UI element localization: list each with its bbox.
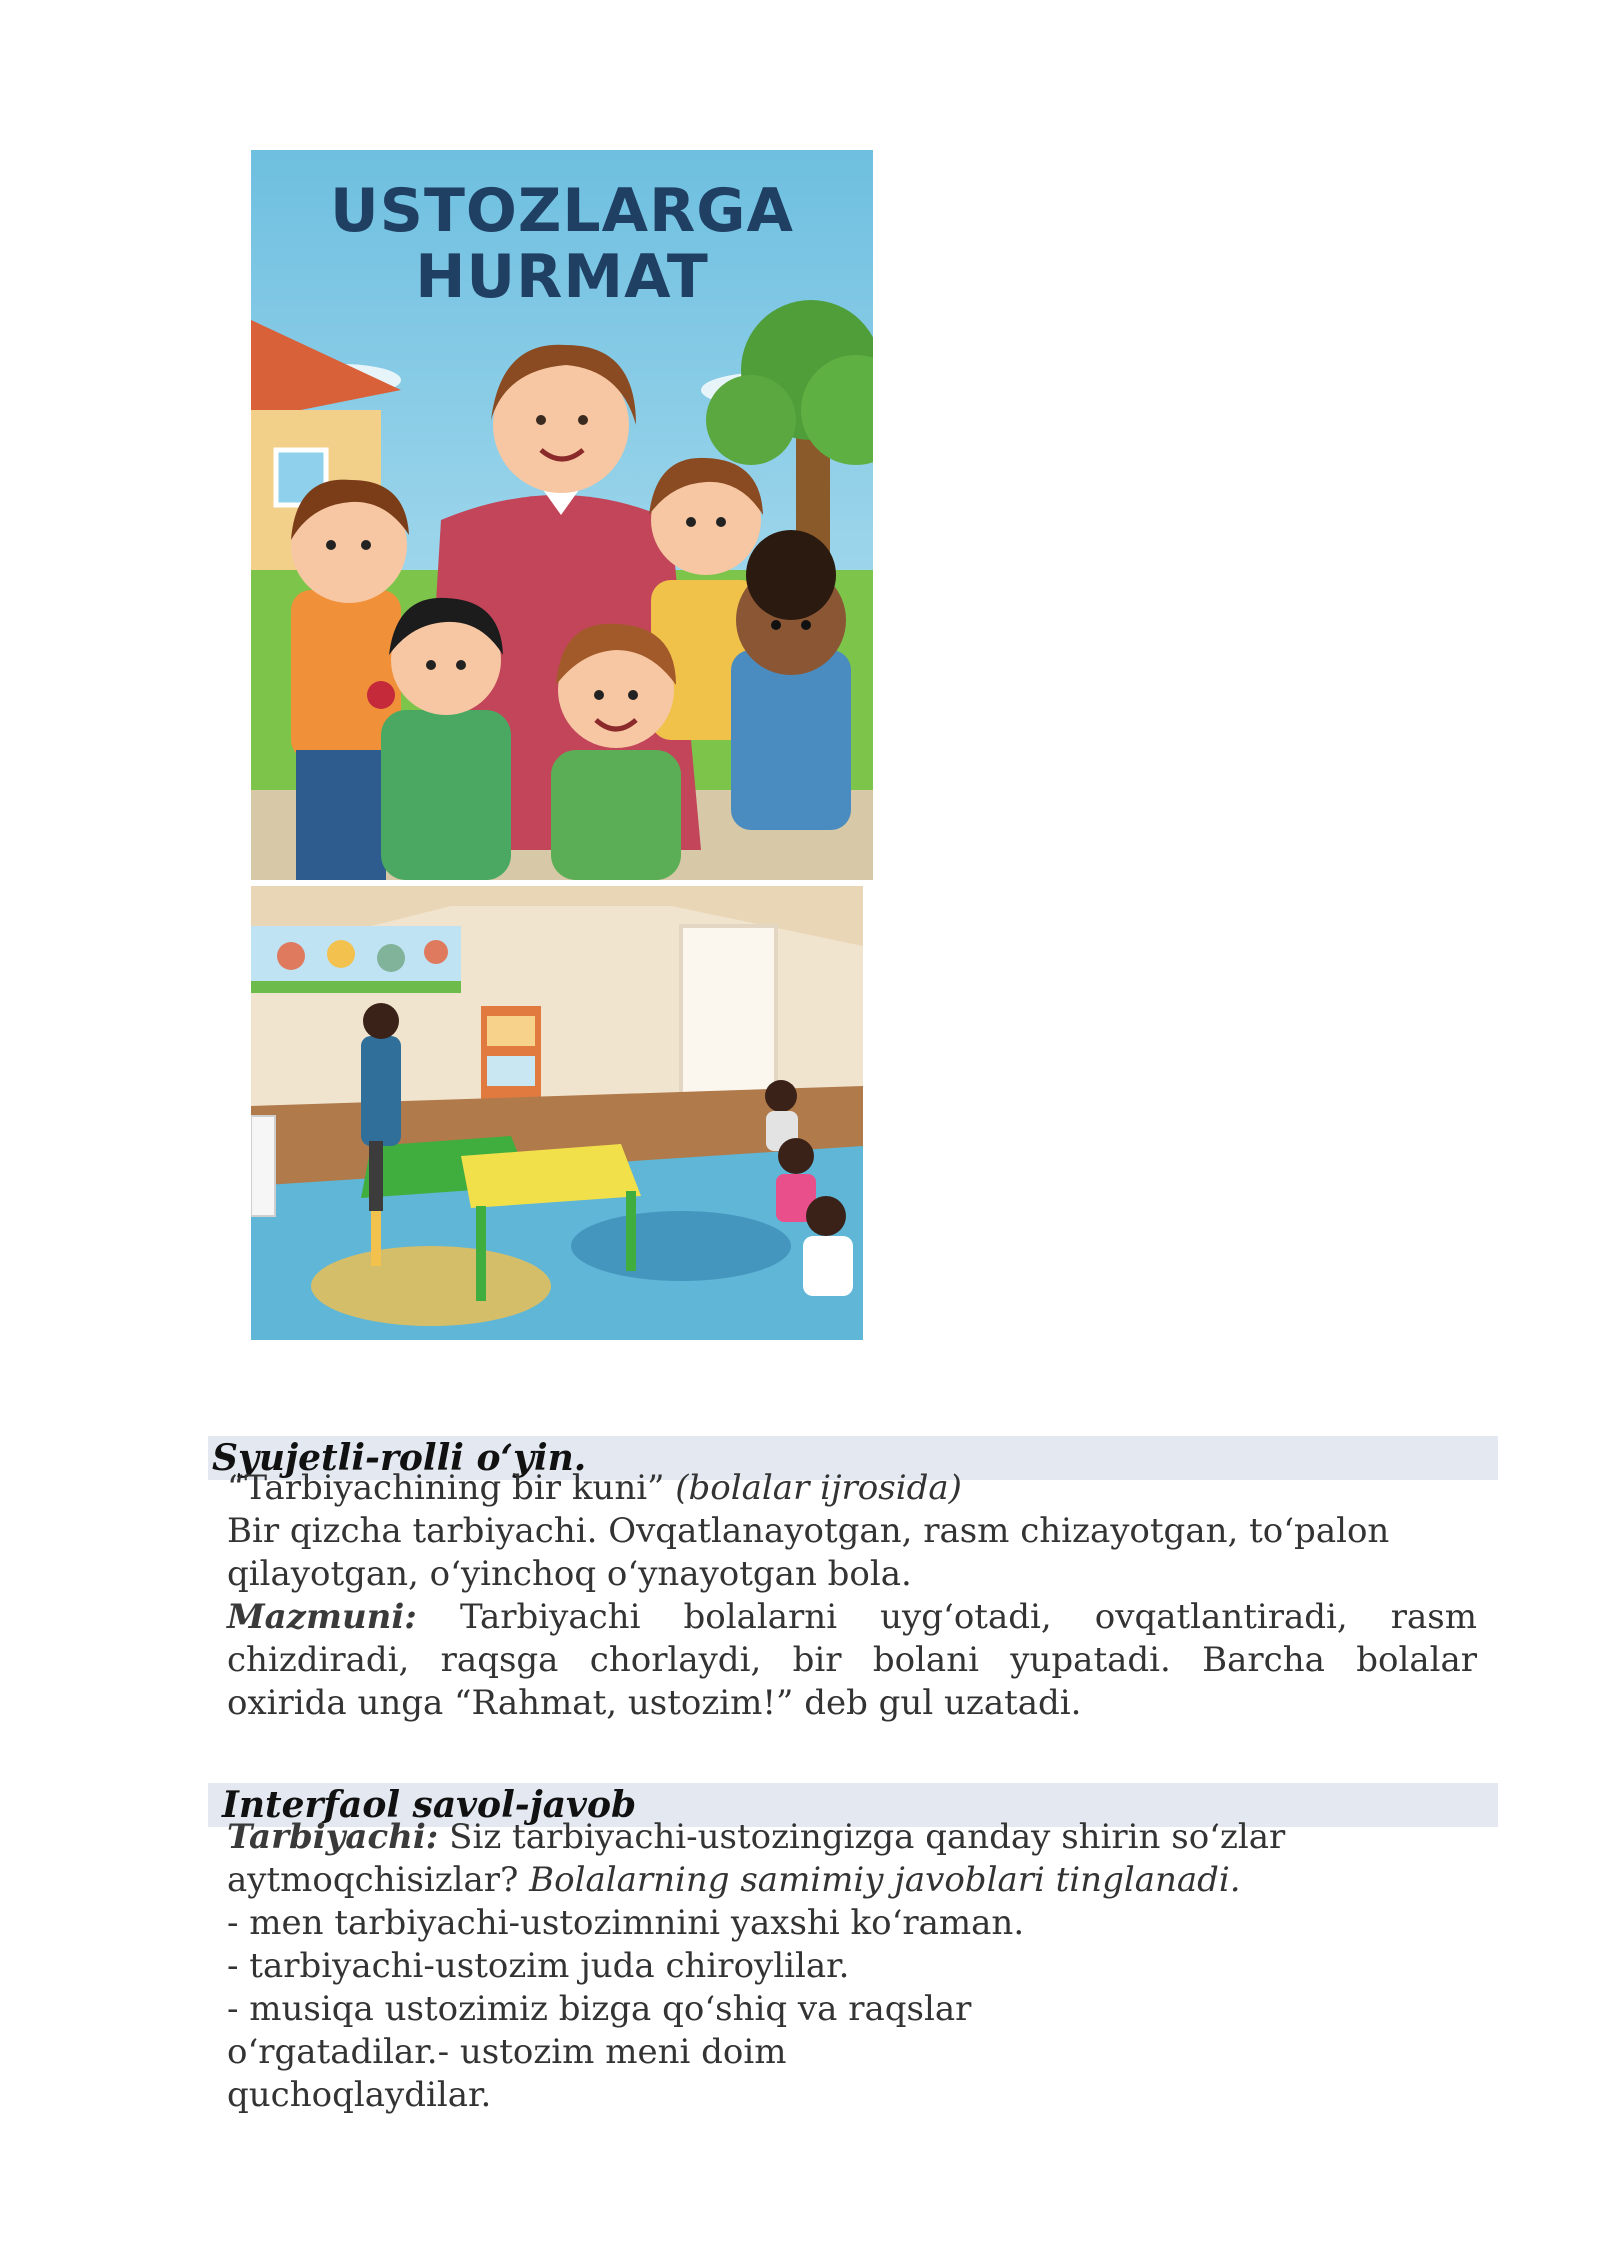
answer-item: - musiqa ustozimiz bizga qo‘shiq va raqslar	[227, 1989, 972, 2029]
answer-item: quchoqlaydilar.	[227, 2075, 492, 2115]
section1-heading: Syujetli-rolli o‘yin.	[212, 1437, 587, 1479]
classroom-photo	[251, 886, 863, 1340]
section1-line3: qilayotgan, o‘yinchoq o‘ynayotgan bola.	[227, 1554, 912, 1594]
classroom-photo-artwork	[251, 886, 863, 1340]
section1-content-text1: Tarbiyachi bolalarni uyg‘otadi, ovqatlantiradi, rasm	[416, 1597, 1477, 1637]
section2-question-italic: Bolalarning samimiy javoblari tinglanadi.	[529, 1860, 1241, 1900]
poster-title-line1: USTOZLARGA	[330, 176, 794, 246]
poster-title-line2: HURMAT	[415, 242, 709, 312]
section1-line1-italic: (bolalar ijrosida)	[675, 1468, 962, 1508]
section2-question-line2	[227, 1859, 1477, 1902]
section1-body	[227, 1467, 1477, 1725]
answer-item: o‘rgatadilar.- ustozim meni doim	[227, 2032, 787, 2072]
section1-content-line1	[227, 1596, 1477, 1639]
section2-question-line1	[227, 1816, 1477, 1859]
answer-item: - men tarbiyachi-ustozimnini yaxshi ko‘raman.	[227, 1903, 1025, 1943]
section1-content-line2: chizdiradi, raqsga chorlaydi, bir bolani yupatadi. Barcha bolalar	[227, 1640, 1477, 1680]
section2-teacher-label: Tarbiyachi:	[227, 1817, 439, 1857]
section2-question-text1: Siz tarbiyachi-ustozingizga qanday shirin so‘zlar	[438, 1817, 1286, 1857]
section2-body	[227, 1816, 1477, 2117]
section2-heading: Interfaol savol-javob	[222, 1784, 637, 1826]
section2-question-text2: aytmoqchisizlar?	[227, 1860, 530, 1900]
section1-line1-normal: “Tarbiyachining bir kuni”	[227, 1468, 676, 1508]
poster-title	[251, 178, 873, 310]
section1-line2: Bir qizcha tarbiyachi. Ovqatlanayotgan, rasm chizayotgan, to‘palon	[227, 1511, 1390, 1551]
section1-content-label: Mazmuni:	[227, 1597, 417, 1637]
section1-line1	[227, 1467, 1477, 1510]
poster-illustration	[251, 150, 873, 880]
section1-content	[227, 1596, 1477, 1725]
section1-content-line3: oxirida unga “Rahmat, ustozim!” deb gul uzatadi.	[227, 1683, 1082, 1723]
answer-item: - tarbiyachi-ustozim juda chiroylilar.	[227, 1946, 850, 1986]
